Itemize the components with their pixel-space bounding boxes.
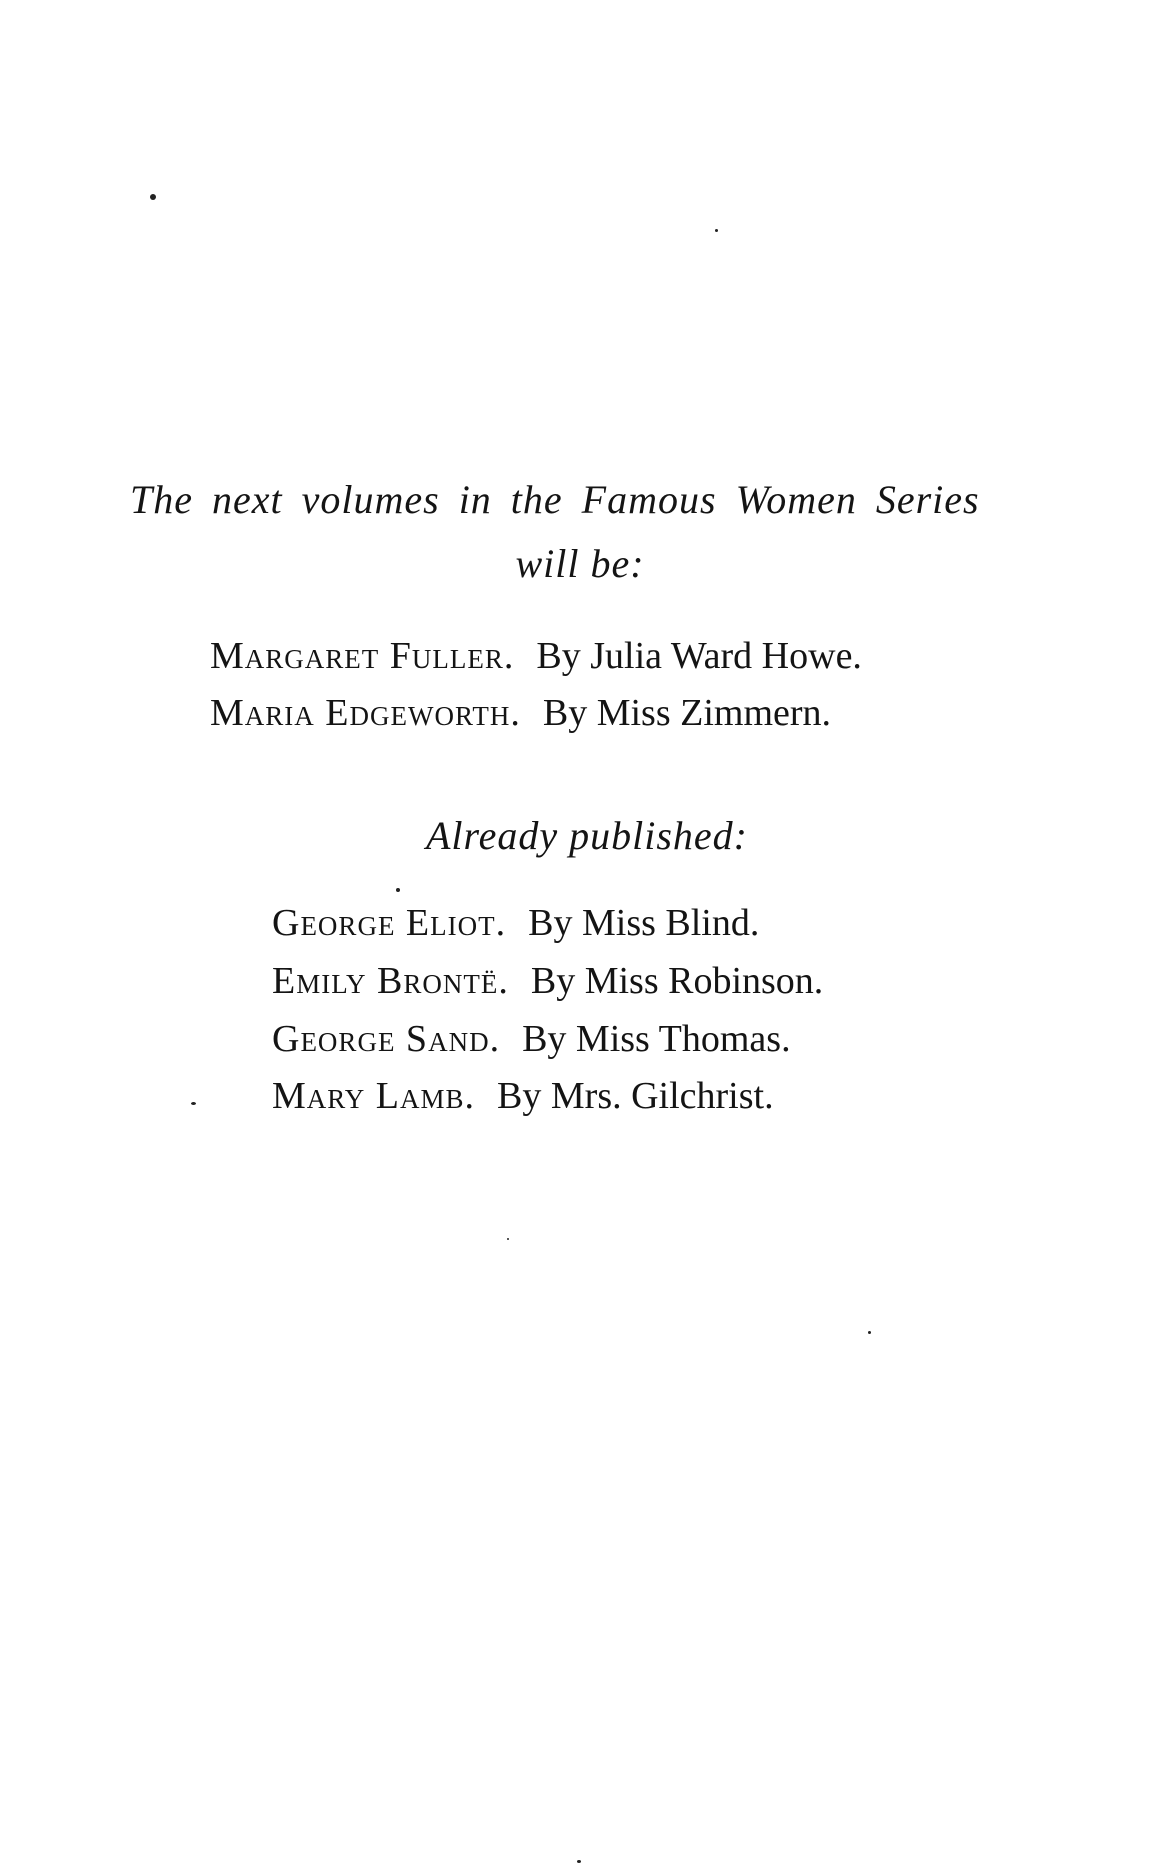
print-speck [191, 1102, 196, 1105]
print-speck [577, 1860, 581, 1863]
series-announcement [130, 470, 1060, 594]
volume-subject: Mary Lamb. [272, 1075, 476, 1118]
next-volumes-list [210, 628, 862, 742]
volume-subject: George Eliot. [272, 902, 507, 944]
volume-subject: Maria Edgeworth. [210, 692, 521, 734]
series-announcement-line-1: The next volumes in the Famous Women Series [130, 477, 980, 522]
volume-author: By Miss Thomas. [522, 1017, 791, 1060]
volume-author: By Miss Robinson. [530, 959, 824, 1002]
published-volumes-list [272, 895, 823, 1126]
volume-subject: Emily Brontë. [272, 959, 509, 1002]
volume-author: By Mrs. Gilchrist. [497, 1075, 774, 1118]
print-speck [868, 1331, 871, 1334]
already-published-heading: Already published: [425, 813, 748, 858]
series-announcement-line-2: will be: [515, 541, 645, 586]
list-item [210, 685, 862, 742]
list-item [272, 1011, 823, 1069]
volume-author: By Miss Zimmern. [542, 692, 832, 734]
list-item [272, 1068, 823, 1126]
print-speck [150, 194, 156, 200]
list-item [272, 895, 823, 953]
volume-author: By Julia Ward Howe. [536, 635, 862, 677]
print-speck [507, 1238, 509, 1240]
list-item [272, 953, 823, 1011]
print-speck [396, 888, 400, 892]
volume-author: By Miss Blind. [528, 902, 760, 944]
list-item [210, 628, 862, 685]
volume-subject: Margaret Fuller. [210, 635, 515, 677]
print-speck [715, 229, 718, 232]
volume-subject: George Sand. [272, 1017, 501, 1060]
